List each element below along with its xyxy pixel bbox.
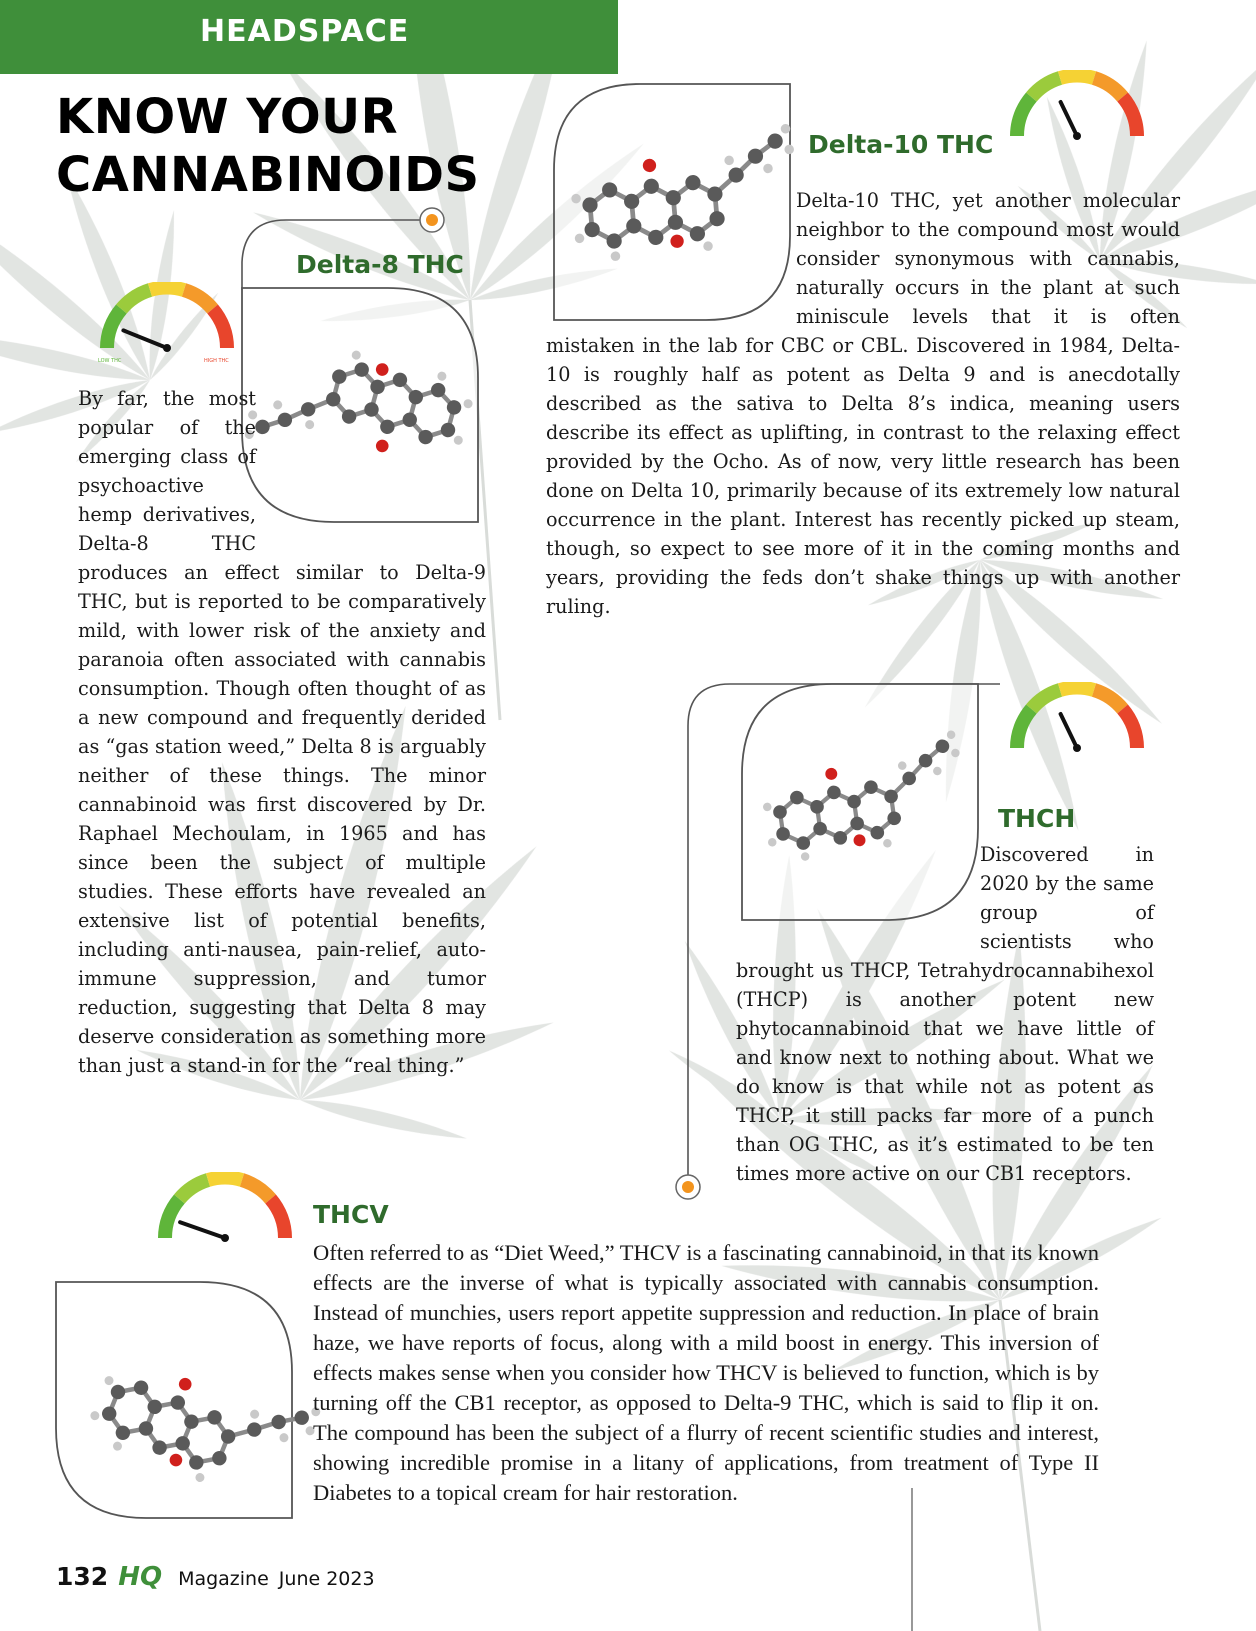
delta10-body-text: Delta-10 THC, yet another molecular neighbor to the compound most would consider synonymous with cannabis, naturally occurs in the plant at such miniscule levels that it is often mistaken in the lab for CBC or CBL. Discovered in 1984, Delta-10 is roughly half as potent as Delta 9 and is anecdotally described as the sativa to Delta 8’s indica, meaning users describe its effect as uplifting, in contrast to the relaxing effect provided by the Ocho. As of now, very little research has been done on Delta 10, primarily because of its extremely low natural occurrence in the plant. Interest has recently picked up steam, though, so expect to see more of it in the coming months and years, providing the feds don’t shake things up with another ruling. <box>546 189 1180 618</box>
thch-potency-gauge <box>1002 682 1152 766</box>
issue-date: June 2023 <box>278 1568 375 1590</box>
delta8-potency-gauge <box>92 282 242 366</box>
delta8-float-spacer <box>256 384 486 532</box>
svg-text:HIGH THC: HIGH THC <box>204 358 229 364</box>
thch-heading: THCH <box>998 804 1076 833</box>
thch-body <box>736 840 1154 1188</box>
magazine-label: Magazine <box>178 1568 269 1590</box>
thcv-heading: THCV <box>313 1200 389 1229</box>
page-title-line1: KNOW YOUR <box>56 89 399 145</box>
thcv-body: Often referred to as “Diet Weed,” THCV is a fascinating cannabinoid, in that its known effects are the inverse of what is typically associated with cannabis consumption. Instead of munchies, users report appetite suppression and reduction. In place of brain haze, we have reports of focus, along with a mild boost in energy. This inversion of effects makes sense when you consider how THCV is believed to function, which is by turning off the CB1 receptor, as opposed to Delta-9 THC, which is said to flip it on. The compound has been the subject of a flurry of recent scientific studies and interest, showing incredible promise in a litany of applications, from treatment of Type II Diabetes to a topical cream for hair restoration. <box>313 1240 1099 1505</box>
delta8-heading: Delta-8 THC <box>296 250 464 279</box>
delta8-body <box>78 384 486 1080</box>
footer <box>56 1562 375 1592</box>
page-title-line2: CANNABINOIDS <box>56 147 480 203</box>
thch-body-text: Discovered in 2020 by the same group of scientists who brought us THCP, Tetrahydrocannabihexol (THCP) is another potent new phytocannabinoid that we have little of and know next to nothing about. What we do know is that while not as potent as THCP, it still packs far more of a punch than OG THC, as it’s estimated to be ten times more active on our CB1 receptors. <box>736 843 1154 1185</box>
delta10-body <box>546 186 1180 621</box>
page-title <box>56 88 506 204</box>
brand-logo: HQ <box>118 1562 163 1592</box>
section-tab-label: HEADSPACE <box>200 14 410 49</box>
thcv-frame <box>56 1282 323 1518</box>
thcv-potency-gauge <box>150 1172 300 1256</box>
delta8-body-text: By far, the most popular of the emerging class of psychoactive hemp derivatives, Delta-8 THC produces an effect similar to Delta-9 THC, but is reported to be comparatively mild, with lower risk of the anxiety and paranoia often associated with cannabis consumption. Though often thought of as a new compound and frequently derided as “gas station weed,” Delta 8 is arguably neither of these things. The minor cannabinoid was first discovered by Dr. Raphael Mechoulam, in 1965 and has since been the subject of multiple studies. These efforts have revealed an extensive list of potential benefits, including anti-nausea, pain-relief, auto-immune suppression, and tumor reduction, suggesting that Delta 8 may deserve consideration as something more than just a stand-in for the “real thing.” <box>78 387 486 1077</box>
thch-float-spacer <box>736 840 980 928</box>
delta10-heading: Delta-10 THC <box>808 130 994 159</box>
delta10-potency-gauge <box>1002 70 1152 154</box>
page-number: 132 <box>56 1562 109 1591</box>
svg-text:LOW THC: LOW THC <box>98 358 122 364</box>
delta10-float-spacer <box>546 186 796 331</box>
